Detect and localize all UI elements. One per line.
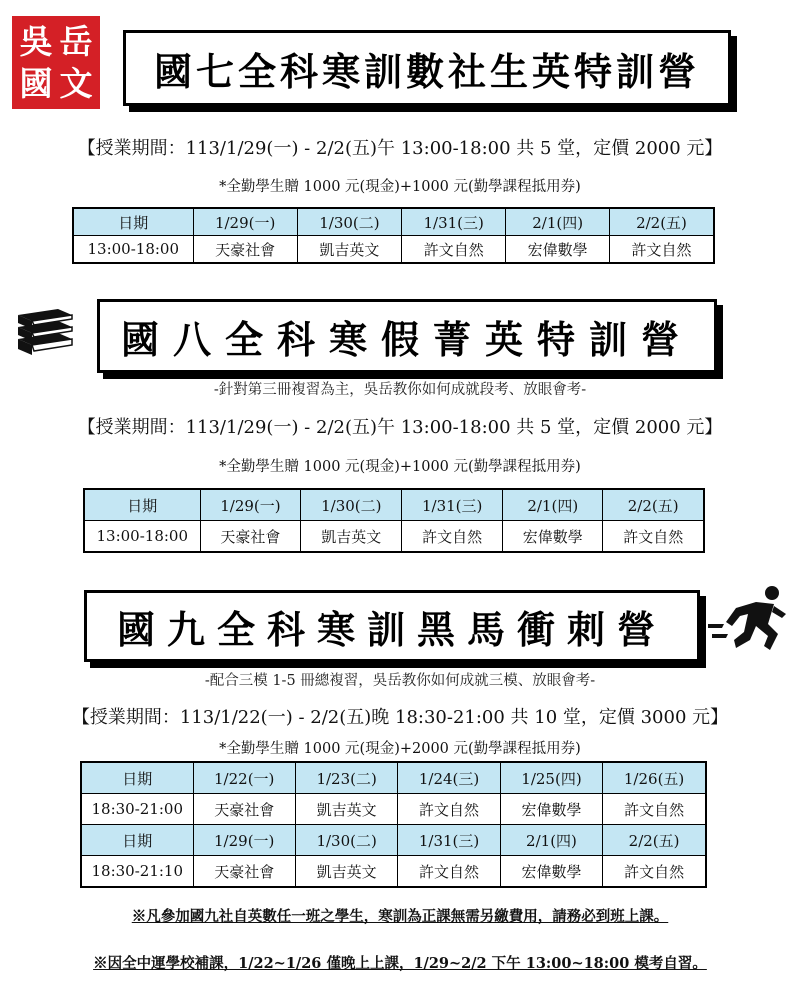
table-cell: 凱吉英文: [297, 236, 401, 264]
table-cell: 18:30-21:00: [81, 794, 193, 825]
logo-char: 國: [19, 64, 53, 104]
table-cell: 許文自然: [398, 794, 500, 825]
table-cell: 2/2(五): [603, 825, 706, 856]
table-cell: 1/29(一): [193, 825, 295, 856]
grade9-schedule-table: [80, 761, 707, 888]
grade8-title: 國八全科寒假菁英特訓營: [97, 299, 717, 373]
table-cell: 2/1(四): [506, 208, 610, 236]
table-cell: 1/30(二): [301, 489, 402, 521]
table-cell: 1/30(二): [297, 208, 401, 236]
table-cell: 許文自然: [398, 856, 500, 888]
table-cell: 日期: [81, 825, 193, 856]
table-cell: 日期: [81, 762, 193, 794]
table-cell: 18:30-21:10: [81, 856, 193, 888]
table-cell: 1/31(三): [402, 208, 506, 236]
table-cell: 1/31(三): [402, 489, 503, 521]
table-row: [84, 521, 704, 553]
table-cell: 宏偉數學: [500, 856, 602, 888]
grade9-title: 國九全科寒訓黑馬衝刺營: [84, 590, 700, 662]
table-cell: 1/29(一): [200, 489, 301, 521]
grade7-bonus: *全勤學生贈 1000 元(現金)+1000 元(勤學課程抵用券): [219, 179, 581, 195]
table-cell: 許文自然: [603, 521, 704, 553]
table-cell: 凱吉英文: [295, 794, 397, 825]
table-header-row: [84, 489, 704, 521]
table-cell: 天豪社會: [200, 521, 301, 553]
note-schedule-change: ※因全中運學校補課，1/22~1/26 僅晚上上課，1/29~2/2 下午 13:00~18:00 模考自習。: [93, 955, 707, 972]
table-cell: 1/29(一): [193, 208, 297, 236]
table-cell: 凱吉英文: [301, 521, 402, 553]
logo-char: 岳: [59, 21, 93, 61]
school-logo: [12, 16, 100, 109]
books-icon: [14, 307, 76, 359]
grade8-schedule-table: [83, 488, 705, 553]
table-cell: 許文自然: [603, 794, 706, 825]
running-figure-icon: [706, 584, 792, 654]
table-header-row: [81, 825, 706, 856]
table-row: [81, 856, 706, 888]
table-cell: 日期: [84, 489, 200, 521]
grade8-bonus: *全勤學生贈 1000 元(現金)+1000 元(勤學課程抵用券): [219, 459, 581, 475]
grade7-schedule-table: [72, 207, 715, 264]
table-cell: 宏偉數學: [500, 794, 602, 825]
table-cell: 1/25(四): [500, 762, 602, 794]
grade8-subtitle: -針對第三冊複習為主，吳岳教你如何成就段考、放眼會考-: [213, 382, 587, 398]
table-cell: 2/1(四): [500, 825, 602, 856]
grade9-subtitle: -配合三模 1-5 冊總複習，吳岳教你如何成就三模、放眼會考-: [204, 673, 596, 689]
grade7-period: 【授業期間：113/1/29(一) - 2/2(五)午 13:00-18:00 共 5 堂，定價 2000 元】: [77, 138, 723, 159]
table-cell: 1/23(二): [295, 762, 397, 794]
table-cell: 天豪社會: [193, 794, 295, 825]
table-header-row: [73, 208, 714, 236]
table-cell: 宏偉數學: [506, 236, 610, 264]
note-free-for-regular-students: ※凡參加國九社自英數任一班之學生，寒訓為正課無需另繳費用，請務必到班上課。: [131, 908, 669, 925]
table-row: [73, 236, 714, 264]
table-cell: 13:00-18:00: [73, 236, 193, 264]
table-cell: 許文自然: [402, 521, 503, 553]
table-row: [81, 794, 706, 825]
grade9-bonus: *全勤學生贈 1000 元(現金)+2000 元(勤學課程抵用券): [219, 741, 581, 757]
table-cell: 宏偉數學: [503, 521, 603, 553]
table-cell: 2/2(五): [603, 489, 704, 521]
table-cell: 1/24(三): [398, 762, 500, 794]
table-cell: 許文自然: [609, 236, 714, 264]
table-cell: 2/1(四): [503, 489, 603, 521]
grade7-title: 國七全科寒訓數社生英特訓營: [123, 30, 731, 106]
table-cell: 1/22(一): [193, 762, 295, 794]
table-cell: 天豪社會: [193, 236, 297, 264]
table-cell: 13:00-18:00: [84, 521, 200, 553]
table-cell: 1/26(五): [603, 762, 706, 794]
table-cell: 1/31(三): [398, 825, 500, 856]
table-cell: 日期: [73, 208, 193, 236]
logo-char: 吳: [19, 21, 53, 61]
table-cell: 天豪社會: [193, 856, 295, 888]
table-cell: 許文自然: [603, 856, 706, 888]
logo-char: 文: [59, 64, 93, 104]
grade9-period: 【授業期間：113/1/22(一) - 2/2(五)晚 18:30-21:00 共 10 堂，定價 3000 元】: [71, 707, 729, 728]
table-cell: 凱吉英文: [295, 856, 397, 888]
table-cell: 1/30(二): [295, 825, 397, 856]
grade8-period: 【授業期間：113/1/29(一) - 2/2(五)午 13:00-18:00 共 5 堂，定價 2000 元】: [77, 417, 723, 438]
table-cell: 許文自然: [402, 236, 506, 264]
table-cell: 2/2(五): [609, 208, 714, 236]
table-header-row: [81, 762, 706, 794]
